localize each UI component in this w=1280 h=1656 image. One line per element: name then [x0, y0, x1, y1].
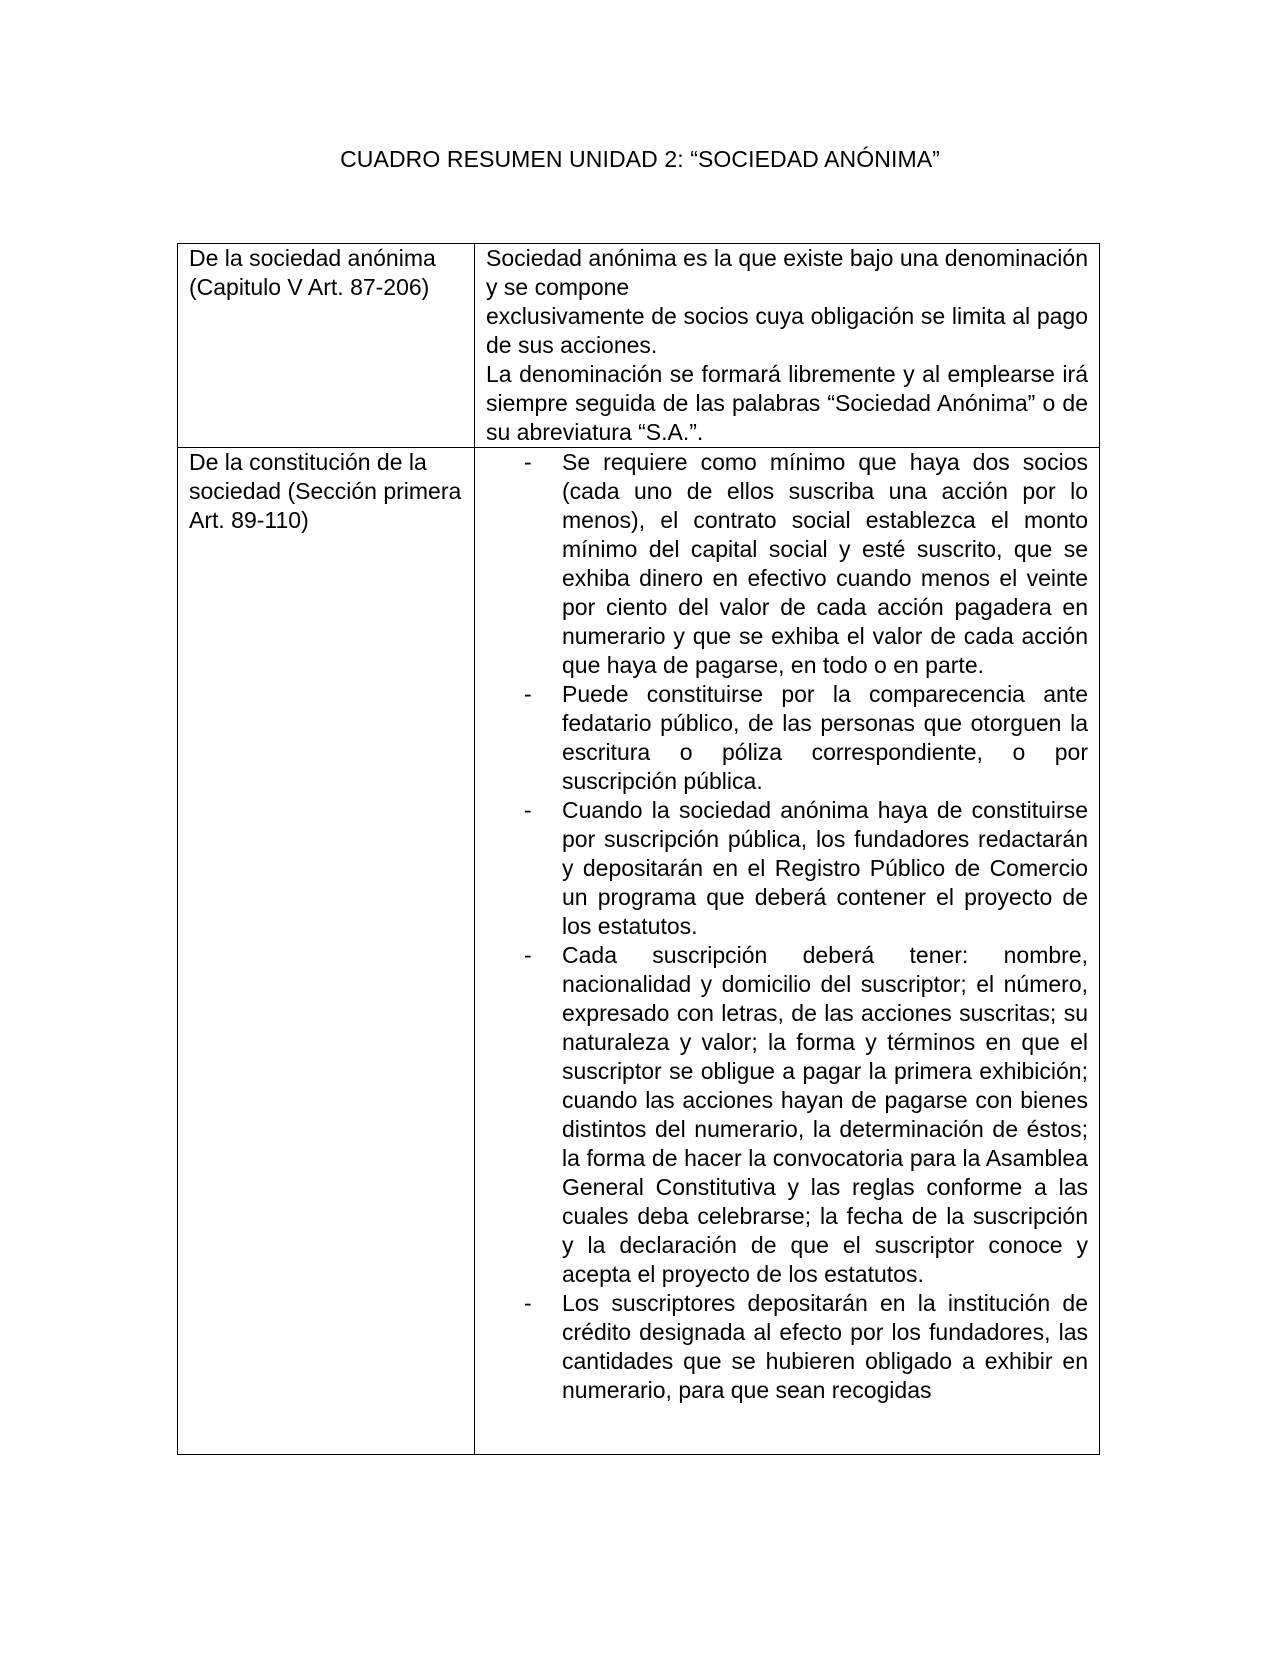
dash-bullet: - [524, 449, 532, 475]
bullet-list-container [486, 448, 1088, 1454]
list-item-text: Cuando la sociedad anónima haya de constituirse por suscripción pública, los fundadores redactarán y depositarán en el Registro Público de Comercio un programa que deberá contener el proyecto de los estatutos. [562, 797, 1088, 939]
list-item [486, 448, 1088, 680]
row-content [475, 448, 1100, 1455]
dash-bullet: - [524, 797, 532, 823]
list-item [486, 941, 1088, 1289]
list-item [486, 680, 1088, 796]
paragraph: La denominación se formará libremente y al emplearse irá siempre seguida de las palabras “Sociedad Anónima” o de su abreviatura “S.A.”. [486, 361, 1088, 445]
summary-table [177, 243, 1100, 1455]
list-item-text: Puede constituirse por la comparecencia ante fedatario público, de las personas que otorguen la escritura o póliza correspondiente, o por suscripción pública. [562, 681, 1088, 794]
dash-bullet: - [524, 942, 532, 968]
list-item-text: Cada suscripción deberá tener: nombre, nacionalidad y domicilio del suscriptor; el número, expresado con letras, de las acciones suscritas; su naturaleza y valor; la forma y términos en que el suscriptor se obligue a pagar la primera exhibición; cuando las acciones hayan de pagarse con bienes distintos del numerario, la determinación de éstos; la forma de hacer la convocatoria para la Asamblea General Constitutiva y las reglas conforme a las cuales deba celebrarse; la fecha de la suscripción y la declaración de que el suscriptor conoce y acepta el proyecto de los estatutos. [562, 942, 1088, 1287]
row-heading: De la sociedad anónima (Capitulo V Art. 87-206) [178, 244, 475, 448]
page-title: CUADRO RESUMEN UNIDAD 2: “SOCIEDAD ANÓNIMA” [340, 146, 940, 172]
dash-bullet: - [524, 681, 532, 707]
table-row [178, 448, 1100, 1455]
list-item-text: Se requiere como mínimo que haya dos socios (cada uno de ellos suscriba una acción por lo menos), el contrato social establezca el monto mínimo del capital social y esté suscrito, que se exhiba dinero en efectivo cuando menos el veinte por ciento del valor de cada acción pagadera en numerario y que se exhiba el valor de cada acción que haya de pagarse, en todo o en parte. [562, 449, 1088, 678]
list-item-text: Los suscriptores depositarán en la institución de crédito designada al efecto por los fundadores, las cantidades que se hubieren obligado a exhibir en numerario, para que sean recogidas [562, 1290, 1088, 1403]
paragraph: Sociedad anónima es la que existe bajo una denominación y se compone [486, 245, 1088, 300]
dash-bullet: - [524, 1290, 532, 1316]
row-content [475, 244, 1100, 448]
paragraph: exclusivamente de socios cuya obligación se limita al pago de sus acciones. [486, 303, 1088, 358]
table-row [178, 244, 1100, 448]
list-item [486, 796, 1088, 941]
row-heading: De la constitución de la sociedad (Sección primera Art. 89-110) [178, 448, 475, 1455]
bullet-list [486, 448, 1088, 1405]
list-item [486, 1289, 1088, 1405]
